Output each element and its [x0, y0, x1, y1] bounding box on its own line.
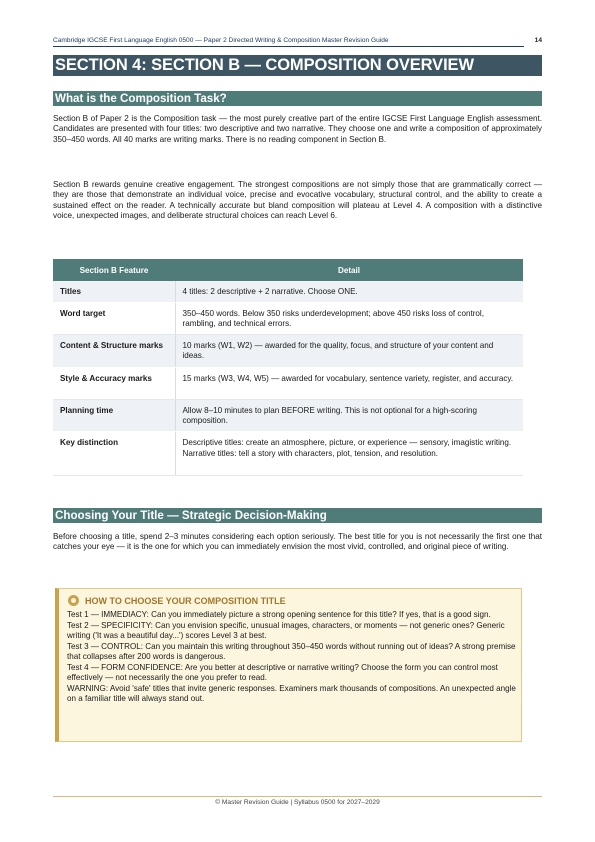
tip-line: Test 3 — CONTROL: Can you maintain this writing throughout 350–450 words without running out of ideas? A strong premise that collapses after 200 words is dangerous.	[67, 641, 516, 661]
table-cell-detail: 350–450 words. Below 350 risks underdevelopment; above 450 risks loss of control, rambling, and technical errors.	[175, 302, 523, 334]
tip-line: Test 2 — SPECIFICITY: Can you envision specific, unusual images, characters, or moments — not generic ones? Generic writing ('It was a beautiful day...') scores Level 3 at best.	[67, 620, 505, 640]
table-cell-detail: 10 marks (W1, W2) — awarded for the quality, focus, and structure of your content and ideas.	[175, 334, 523, 367]
tip-line: Test 4 — FORM CONFIDENCE: Are you better at descriptive or narrative writing? Choose the form you can control most effectively — not necessarily the one you prefer to read.	[67, 662, 498, 682]
table-cell-feature: Word target	[53, 302, 175, 334]
table-cell-feature: Planning time	[53, 399, 175, 431]
table-row	[53, 302, 523, 334]
page-footer: © Master Revision Guide | Syllabus 0500 for 2027–2029	[53, 796, 542, 808]
tip-line: Test 1 — IMMEDIACY: Can you immediately picture a strong opening sentence for this title? If yes, that is a good sign.	[67, 610, 491, 619]
choosing-paragraph: Before choosing a title, spend 2–3 minutes considering each option seriously. The best title for you is not necessarily the first one that catches your eye — it is the one for which you can immediately envision the most vivid, controlled, and original piece of writing.	[53, 532, 542, 552]
page-number: 14	[534, 37, 542, 44]
table-cell-detail: Allow 8–10 minutes to plan BEFORE writing. This is not optional for a high-scoring composition.	[175, 399, 523, 431]
table-header-row	[53, 259, 523, 281]
table-cell-detail: Descriptive titles: create an atmosphere, picture, or experience — sensory, imagistic writing. Narrative titles: tell a story with characters, plot, tension, and resolution.	[175, 431, 523, 475]
table-cell-feature: Content & Structure marks	[53, 334, 175, 367]
what-is-paragraph-1: Section B of Paper 2 is the Composition task — the most purely creative part of the entire IGCSE First Language English assessment. Candidates are presented with four titles: two descriptive and two narrative. They choose one and write a composition of approximately 350–450 words. All 40 marks are writing marks. There is no reading component in Section B.	[53, 114, 542, 144]
running-title: Cambridge IGCSE First Language English 0500 — Paper 2 Directed Writing & Composition Master Revision Guide	[53, 37, 389, 44]
table-row	[53, 334, 523, 367]
tip-line: WARNING: Avoid 'safe' titles that invite generic responses. Examiners mark thousands of compositions. An unexpected angle on a familiar title will always stand out.	[67, 683, 516, 703]
table-cell-detail: 4 titles: 2 descriptive + 2 narrative. Choose ONE.	[175, 281, 523, 302]
section-title: SECTION 4: SECTION B — COMPOSITION OVERVIEW	[53, 55, 542, 76]
table-row	[53, 367, 523, 399]
what-is-paragraph-2: Section B rewards genuine creative engagement. The strongest compositions are not simply those that are grammatically correct — they are those that demonstrate an individual voice, precise and evocative vocabulary, structural control, and the ability to create a sustained effect on the reader. A technically accurate but bland composition will plateau at Level 4. A composition with a distinctive voice, unexpected images, and deliberate structural choices can reach Level 6.	[53, 180, 542, 221]
lightbulb-icon	[68, 595, 79, 606]
section-b-features-table	[53, 259, 523, 476]
table-cell-feature: Key distinction	[53, 431, 175, 475]
running-header	[53, 36, 542, 48]
table-header-feature: Section B Feature	[53, 259, 175, 281]
header-rule	[53, 46, 524, 47]
tip-heading	[68, 594, 286, 608]
tip-body	[67, 610, 519, 705]
table-cell-feature: Titles	[53, 281, 175, 302]
table-row	[53, 431, 523, 475]
tip-box	[55, 588, 522, 742]
table-header-detail: Detail	[175, 259, 523, 281]
heading-what-is: What is the Composition Task?	[53, 91, 542, 106]
table-row	[53, 281, 523, 302]
table-row	[53, 399, 523, 431]
heading-choosing: Choosing Your Title — Strategic Decision-Making	[53, 508, 542, 523]
tip-heading-text: HOW TO CHOOSE YOUR COMPOSITION TITLE	[85, 596, 286, 606]
table-cell-feature: Style & Accuracy marks	[53, 367, 175, 399]
table-cell-detail: 15 marks (W3, W4, W5) — awarded for vocabulary, sentence variety, register, and accuracy.	[175, 367, 523, 399]
